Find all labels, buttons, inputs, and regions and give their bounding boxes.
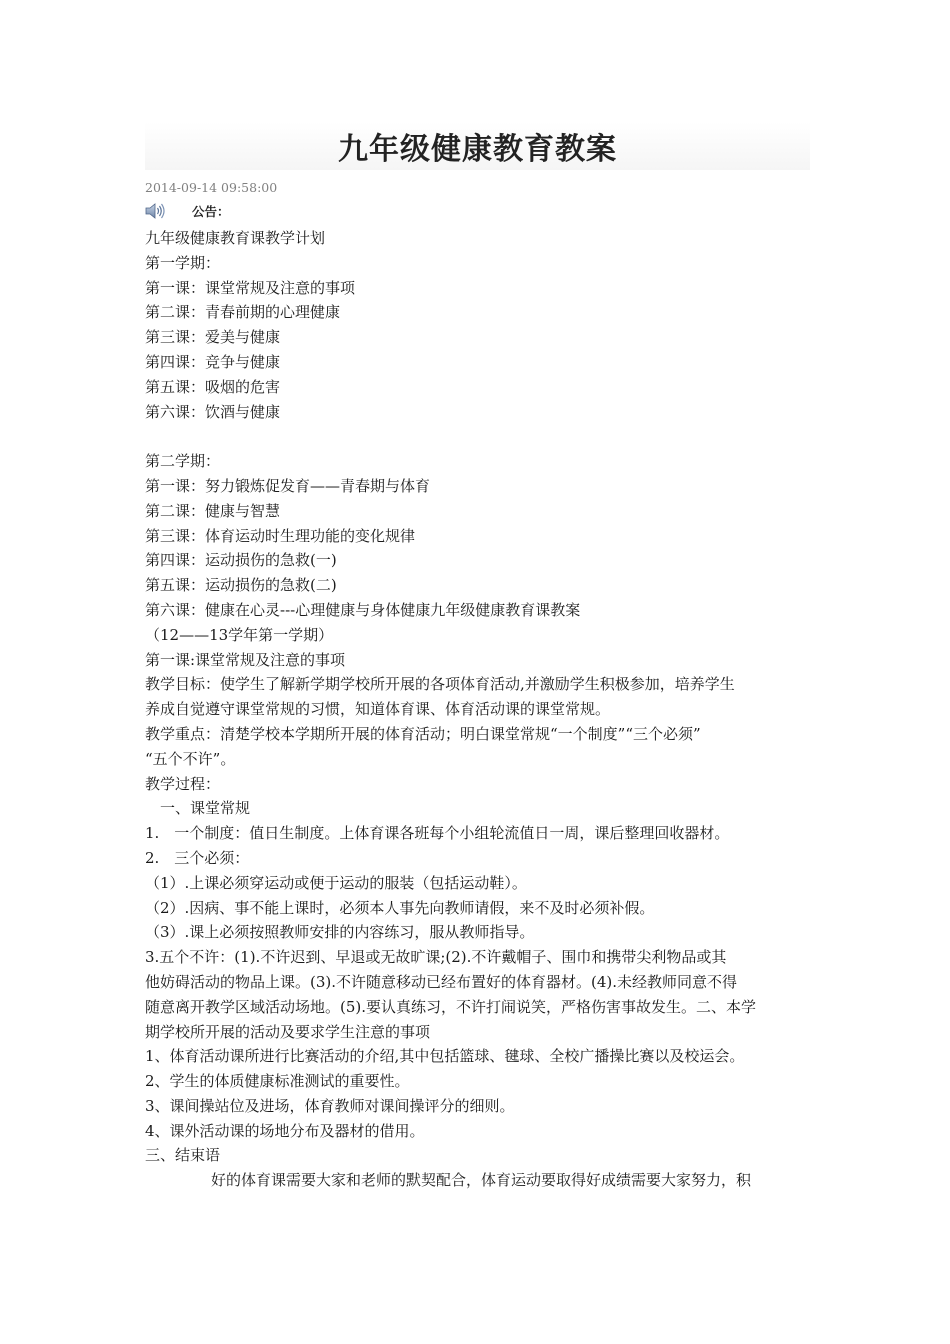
text-line: 第一课：课堂常规及注意的事项 bbox=[145, 278, 356, 297]
text-line: 3、课间操站位及进场，体育教师对课间操评分的细则。 bbox=[145, 1096, 515, 1115]
text-line: 第二课：健康与智慧 bbox=[145, 501, 281, 520]
text-line: 期学校所开展的活动及要求学生注意的事项 bbox=[145, 1022, 431, 1041]
text-line: 2、学生的体质健康标准测试的重要性。 bbox=[145, 1072, 410, 1091]
text-line: 一、课堂常规 bbox=[160, 799, 251, 818]
text-line: （2）.因病、事不能上课时，必须本人事先向教师请假，来不及时必须补假。 bbox=[145, 898, 655, 917]
text-line: 第三课：爱美与健康 bbox=[145, 328, 281, 347]
blank-line bbox=[145, 424, 815, 449]
text-line: 第四课：竞争与健康 bbox=[145, 352, 281, 371]
text-line: 三、结束语 bbox=[145, 1146, 221, 1165]
text-line: 教学过程： bbox=[145, 774, 221, 793]
text-line: 第六课：健康在心灵---心理健康与身体健康九年级健康教育课教案 bbox=[145, 600, 581, 619]
document-body bbox=[145, 226, 815, 1193]
text-line: 1. 一个制度：值日生制度。上体育课各班每个小组轮流值日一周，课后整理回收器材。 bbox=[145, 824, 730, 843]
text-line: 第二课：青春前期的心理健康 bbox=[145, 303, 341, 322]
text-line: 4、课外活动课的场地分布及器材的借用。 bbox=[145, 1121, 425, 1140]
text-line: （12——13学年第一学期） bbox=[145, 625, 334, 644]
text-line: 养成自觉遵守课堂常规的习惯，知道体育课、体育活动课的课堂常规。 bbox=[145, 700, 611, 719]
text-line: 第三课：体育运动时生理功能的变化规律 bbox=[145, 526, 416, 545]
text-line: 1、体育活动课所进行比赛活动的介绍,其中包括篮球、毽球、全校广播操比赛以及校运会。 bbox=[145, 1047, 745, 1066]
text-line: （1）.上课必须穿运动或便于运动的服装（包括运动鞋）。 bbox=[145, 873, 527, 892]
text-line: 2. 三个必须： bbox=[145, 848, 250, 867]
speaker-icon[interactable] bbox=[145, 202, 167, 220]
text-line: 第六课：饮酒与健康 bbox=[145, 402, 281, 421]
notice-bar bbox=[145, 200, 230, 222]
text-line: 教学重点：清楚学校本学期所开展的体育活动；明白课堂常规“一个制度”“三个必须” bbox=[145, 724, 701, 743]
text-line: （3）.课上必须按照教师安排的内容练习，服从教师指导。 bbox=[145, 923, 535, 942]
text-line: 第二学期： bbox=[145, 452, 221, 471]
text-line: “五个不许”。 bbox=[145, 749, 236, 768]
text-line: 第五课：运动损伤的急救(二) bbox=[145, 576, 337, 595]
text-line: 第一课:课堂常规及注意的事项 bbox=[145, 650, 346, 669]
text-line: 九年级健康教育课教学计划 bbox=[145, 229, 326, 247]
post-timestamp: 2014-09-14 09:58:00 bbox=[145, 180, 278, 195]
text-line: 好的体育课需要大家和老师的默契配合，体育运动要取得好成绩需要大家努力，积 bbox=[211, 1171, 752, 1190]
text-line: 教学目标：使学生了解新学期学校所开展的各项体育活动,并激励学生积极参加，培养学生 bbox=[145, 675, 735, 694]
text-line: 3.五个不许：(1).不许迟到、早退或无故旷课;(2).不许戴帽子、围巾和携带尖利物品或其 bbox=[145, 948, 727, 967]
text-line: 第一课：努力锻炼促发育——青春期与体育 bbox=[145, 476, 431, 495]
notice-label: 公告： bbox=[192, 204, 230, 219]
text-line: 第一学期： bbox=[145, 253, 221, 272]
text-line: 他妨碍活动的物品上课。(3).不许随意移动已经布置好的体育器材。(4).未经教师同意不得 bbox=[145, 972, 738, 991]
page-title: 九年级健康教育教案 bbox=[338, 132, 617, 167]
text-line: 随意离开教学区域活动场地。(5).要认真练习，不许打闹说笑，严格伤害事故发生。二、本学 bbox=[145, 997, 757, 1016]
text-line: 第五课：吸烟的危害 bbox=[145, 377, 281, 396]
text-line: 第四课：运动损伤的急救(一) bbox=[145, 551, 337, 570]
